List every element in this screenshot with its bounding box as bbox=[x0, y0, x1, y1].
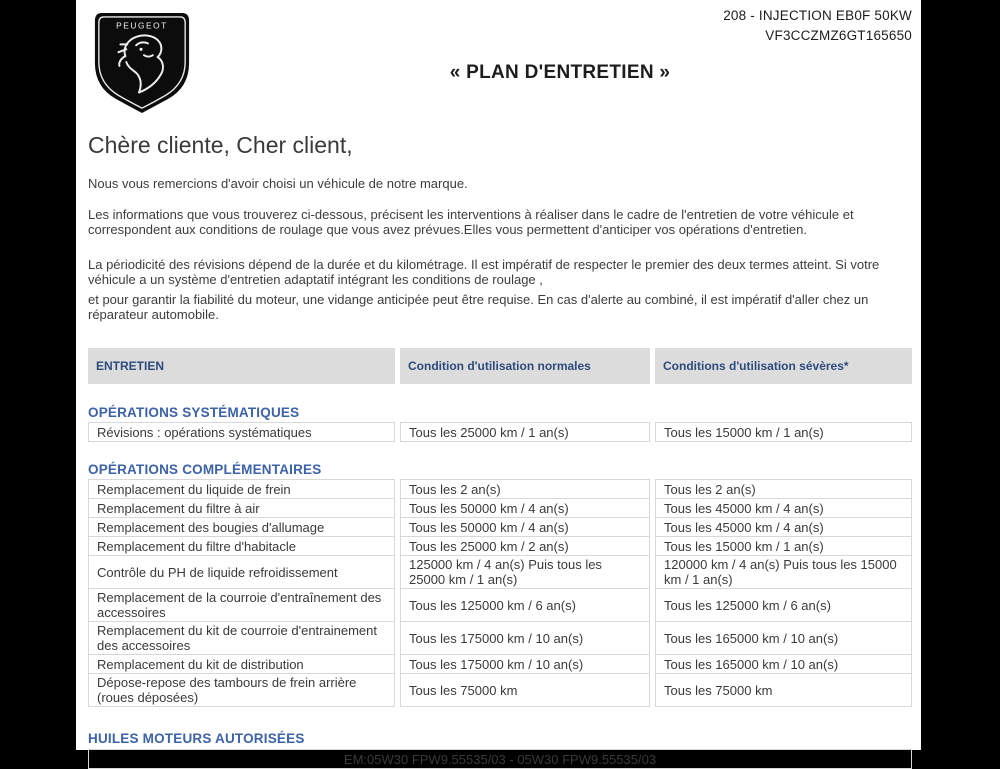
logo-wordmark: PEUGEOT bbox=[116, 20, 168, 31]
intro-paragraph-3: La périodicité des révisions dépend de la durée et du kilométrage. Il est impératif de respecter le premier des deux termes atteint. Si votre véhicule a un système d'entretien adaptatif intégrant les conditions de roulage , bbox=[88, 257, 880, 287]
table-header-row bbox=[88, 348, 912, 384]
row-value-severe: Tous les 2 an(s) bbox=[655, 479, 912, 499]
vehicle-model: 208 - INJECTION EB0F 50KW bbox=[723, 8, 912, 23]
row-label: Remplacement du liquide de frein bbox=[88, 479, 395, 499]
table-row bbox=[88, 422, 912, 442]
row-value-severe: Tous les 125000 km / 6 an(s) bbox=[655, 588, 912, 622]
row-value-severe: Tous les 165000 km / 10 an(s) bbox=[655, 621, 912, 655]
row-label: Remplacement du filtre d'habitacle bbox=[88, 536, 395, 556]
table-row bbox=[88, 654, 912, 674]
peugeot-logo-icon bbox=[90, 12, 194, 114]
row-value-severe: Tous les 45000 km / 4 an(s) bbox=[655, 498, 912, 518]
column-header-severe-conditions: Conditions d'utilisation sévères* bbox=[655, 348, 912, 384]
table-row bbox=[88, 536, 912, 556]
row-label: Remplacement du kit de distribution bbox=[88, 654, 395, 674]
row-label: Remplacement de la courroie d'entraînement des accessoires bbox=[88, 588, 395, 622]
row-value-normal: 125000 km / 4 an(s) Puis tous les 25000 km / 1 an(s) bbox=[400, 555, 650, 589]
greeting: Chère cliente, Cher client, bbox=[88, 132, 353, 158]
column-header-entretien: ENTRETIEN bbox=[88, 348, 395, 384]
row-value-severe: Tous les 15000 km / 1 an(s) bbox=[655, 422, 912, 442]
row-label: Remplacement du kit de courroie d'entrainement des accessoires bbox=[88, 621, 395, 655]
table-row bbox=[88, 479, 912, 499]
intro-paragraph-2: Les informations que vous trouverez ci-dessous, précisent les interventions à réaliser dans le cadre de l'entretien de votre véhicule et correspondent aux conditions de roulage que vous avez prévues.Elles vous permettent d'anticiper vos opérations d'entretien. bbox=[88, 207, 854, 237]
row-value-severe: Tous les 75000 km bbox=[655, 673, 912, 707]
row-label: Contrôle du PH de liquide refroidissement bbox=[88, 555, 395, 589]
document-page bbox=[76, 0, 921, 767]
row-label: Dépose-repose des tambours de frein arrière (roues déposées) bbox=[88, 673, 395, 707]
row-value-normal: Tous les 125000 km / 6 an(s) bbox=[400, 588, 650, 622]
row-label: Révisions : opérations systématiques bbox=[88, 422, 395, 442]
row-value-normal: Tous les 50000 km / 4 an(s) bbox=[400, 498, 650, 518]
column-header-normal-conditions: Condition d'utilisation normales bbox=[400, 348, 650, 384]
vehicle-info bbox=[723, 6, 912, 46]
row-value-severe: 120000 km / 4 an(s) Puis tous les 15000 km / 1 an(s) bbox=[655, 555, 912, 589]
row-value-normal: Tous les 75000 km bbox=[400, 673, 650, 707]
table-row bbox=[88, 621, 912, 655]
row-value-normal: Tous les 175000 km / 10 an(s) bbox=[400, 621, 650, 655]
vehicle-vin: VF3CCZMZ6GT165650 bbox=[765, 28, 912, 43]
row-value-severe: Tous les 165000 km / 10 an(s) bbox=[655, 654, 912, 674]
table-row bbox=[88, 517, 912, 537]
row-value-severe: Tous les 45000 km / 4 an(s) bbox=[655, 517, 912, 537]
section-title-authorized-oils: HUILES MOTEURS AUTORISÉES bbox=[88, 731, 305, 746]
table-row bbox=[88, 588, 912, 622]
row-value-severe: Tous les 15000 km / 1 an(s) bbox=[655, 536, 912, 556]
table-row bbox=[88, 673, 912, 707]
row-value-normal: Tous les 2 an(s) bbox=[400, 479, 650, 499]
lion-eye-icon bbox=[139, 48, 142, 51]
page-title: « PLAN D'ENTRETIEN » bbox=[449, 62, 671, 83]
section-title-systematic-operations: OPÉRATIONS SYSTÉMATIQUES bbox=[88, 405, 300, 420]
section-title-complementary-operations: OPÉRATIONS COMPLÉMENTAIRES bbox=[88, 462, 322, 477]
table-row bbox=[88, 555, 912, 589]
row-label: Remplacement du filtre à air bbox=[88, 498, 395, 518]
intro-paragraph-1: Nous vous remercions d'avoir choisi un véhicule de notre marque. bbox=[88, 176, 468, 191]
authorized-oils-value: EM:05W30 FPW9.55535/03 - 05W30 FPW9.55535/03 bbox=[88, 749, 912, 769]
row-value-normal: Tous les 25000 km / 1 an(s) bbox=[400, 422, 650, 442]
row-value-normal: Tous les 25000 km / 2 an(s) bbox=[400, 536, 650, 556]
table-row bbox=[88, 498, 912, 518]
row-value-normal: Tous les 175000 km / 10 an(s) bbox=[400, 654, 650, 674]
intro-paragraph-4: et pour garantir la fiabilité du moteur, une vidange anticipée peut être requise. En cas d'alerte au combiné, il est impératif d'aller chez un réparateur automobile. bbox=[88, 292, 869, 322]
row-value-normal: Tous les 50000 km / 4 an(s) bbox=[400, 517, 650, 537]
document-header bbox=[88, 0, 912, 124]
row-label: Remplacement des bougies d'allumage bbox=[88, 517, 395, 537]
